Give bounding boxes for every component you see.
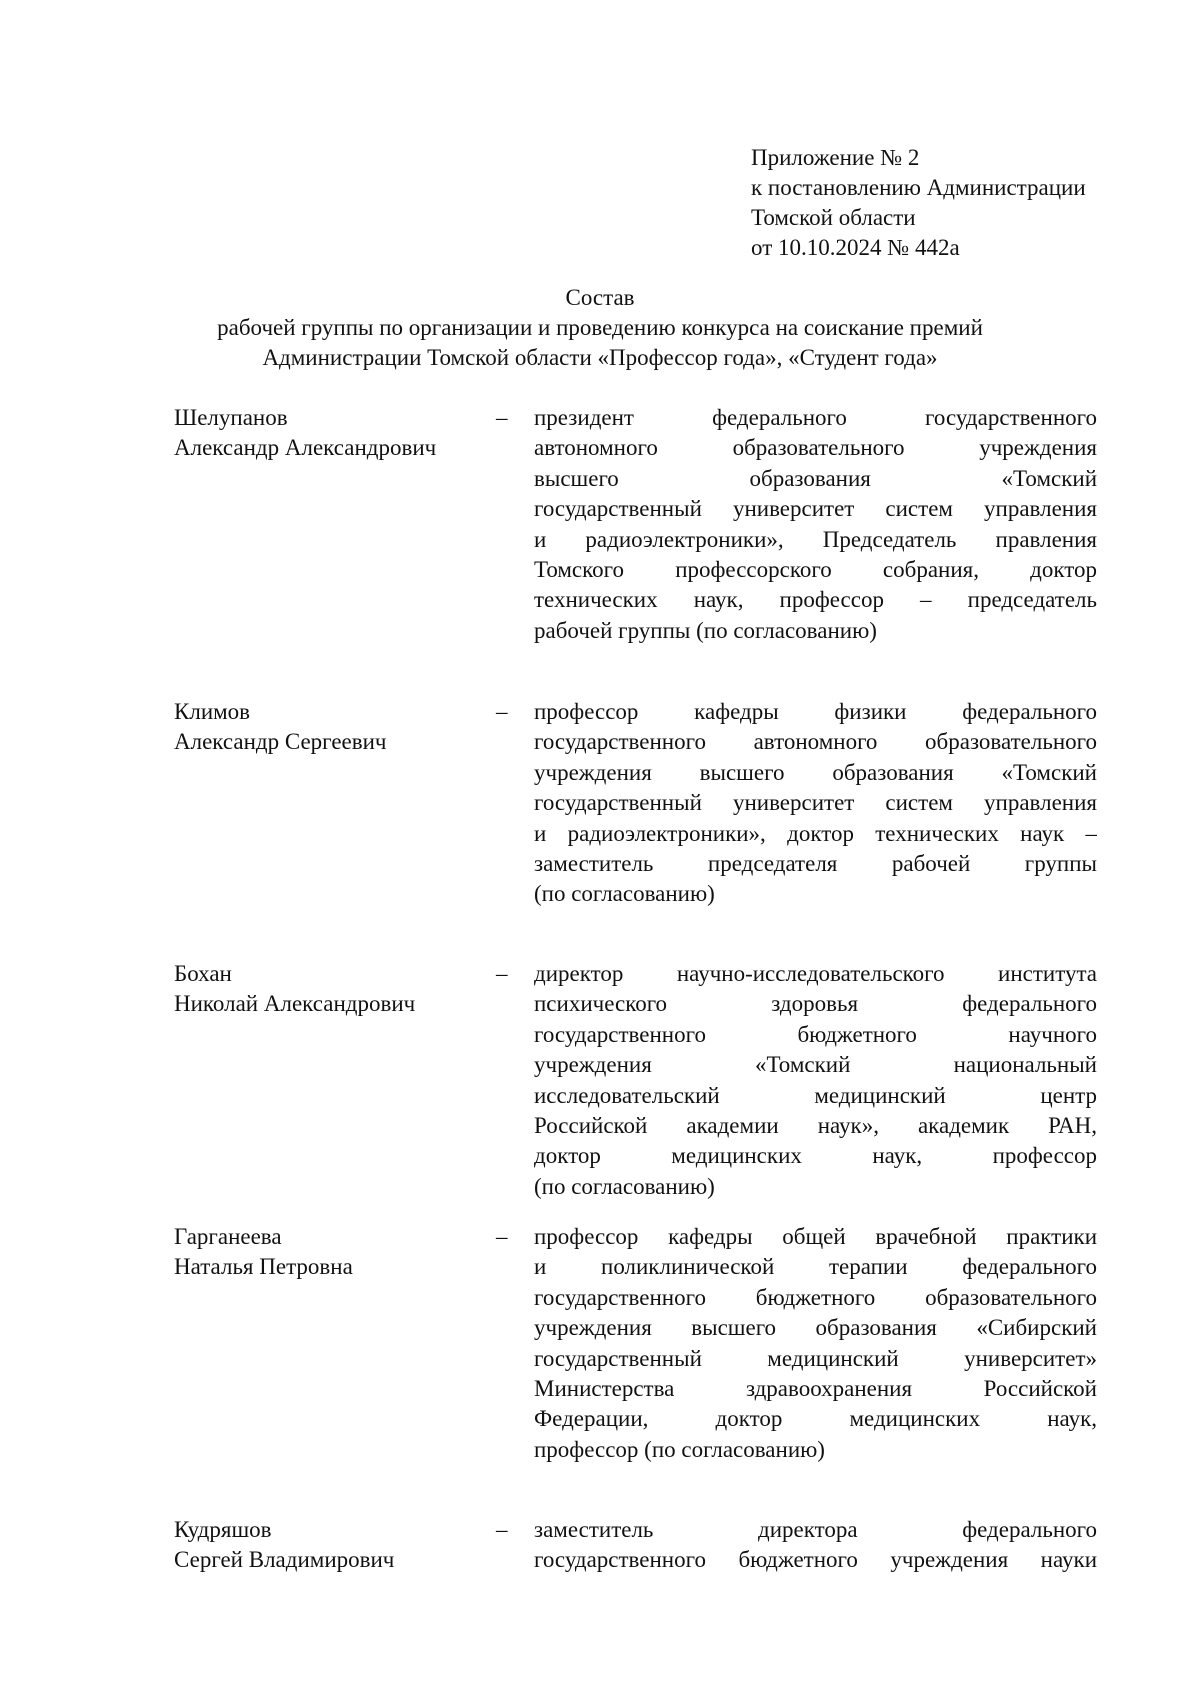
role-line: (по согласованию) bbox=[534, 881, 715, 907]
role-line: и радиоэлектроники», доктор технических наук – bbox=[534, 820, 1097, 846]
role-line: государственный медицинский университет» bbox=[534, 1345, 1097, 1371]
member-name bbox=[174, 1515, 394, 1576]
member-given-name: Александр Сергеевич bbox=[174, 729, 387, 755]
member-surname: Гарганеева bbox=[174, 1224, 282, 1249]
role-line: государственный университет систем управления bbox=[534, 790, 1097, 816]
member-given-name: Николай Александрович bbox=[174, 991, 416, 1017]
member-role bbox=[534, 403, 1097, 646]
member-name bbox=[174, 403, 436, 464]
role-line: государственного бюджетного научного bbox=[534, 1021, 1097, 1047]
dash-separator: – bbox=[496, 699, 508, 724]
role-line: заместитель председателя рабочей группы bbox=[534, 850, 1097, 876]
member-surname: Кудряшов bbox=[174, 1517, 272, 1542]
role-line: автономного образовательного учреждения bbox=[534, 435, 1097, 461]
title-line: Состав bbox=[565, 285, 635, 310]
appendix-line: к постановлению Администрации bbox=[751, 175, 1086, 200]
role-line: учреждения высшего образования «Томский bbox=[534, 759, 1097, 785]
role-line: психического здоровья федерального bbox=[534, 991, 1097, 1017]
dash-separator: – bbox=[496, 1517, 508, 1542]
role-line: учреждения «Томский национальный bbox=[534, 1052, 1097, 1078]
role-line: и радиоэлектроники», Председатель правления bbox=[534, 526, 1097, 552]
member-surname: Шелупанов bbox=[174, 405, 288, 430]
role-line: Томского профессорского собрания, доктор bbox=[534, 556, 1097, 582]
role-line: профессор кафедры общей врачебной практики bbox=[534, 1224, 1097, 1249]
title-line: Администрации Томской области «Профессор года», «Студент года» bbox=[262, 345, 938, 370]
member-name bbox=[174, 697, 386, 758]
role-line: президент федерального государственного bbox=[534, 405, 1097, 430]
member-role bbox=[534, 1515, 1097, 1576]
appendix-line: Томской области bbox=[751, 205, 916, 230]
role-line: государственного автономного образовательного bbox=[534, 729, 1097, 755]
role-line: директор научно-исследовательского института bbox=[534, 961, 1097, 986]
role-line: Министерства здравоохранения Российской bbox=[534, 1375, 1097, 1401]
role-line: высшего образования «Томский bbox=[534, 465, 1097, 491]
appendix-line: от 10.10.2024 № 442а bbox=[751, 235, 960, 260]
member-name bbox=[174, 959, 415, 1020]
role-line: исследовательский медицинский центр bbox=[534, 1082, 1097, 1108]
role-line: Российской академии наук», академик РАН, bbox=[534, 1112, 1097, 1138]
member-role bbox=[534, 697, 1097, 910]
appendix-header bbox=[751, 143, 1086, 263]
role-line: доктор медицинских наук, профессор bbox=[534, 1143, 1097, 1169]
member-surname: Климов bbox=[174, 699, 251, 724]
title-line: рабочей группы по организации и проведению конкурса на соискание премий bbox=[217, 315, 983, 340]
role-line: и поликлинической терапии федерального bbox=[534, 1254, 1097, 1280]
member-given-name: Александр Александрович bbox=[174, 435, 437, 461]
role-line: государственного бюджетного учреждения науки bbox=[534, 1547, 1097, 1573]
member-role bbox=[534, 959, 1097, 1202]
role-line: профессор кафедры физики федерального bbox=[534, 699, 1097, 724]
role-line: (по согласованию) bbox=[534, 1173, 715, 1199]
role-line: профессор (по согласованию) bbox=[534, 1436, 825, 1462]
role-line: Федерации, доктор медицинских наук, bbox=[534, 1406, 1097, 1432]
role-line: заместитель директора федерального bbox=[534, 1517, 1097, 1542]
role-line: технических наук, профессор – председатель bbox=[534, 587, 1097, 613]
role-line: рабочей группы (по согласованию) bbox=[534, 617, 877, 643]
role-line: государственный университет систем управления bbox=[534, 496, 1097, 522]
member-role bbox=[534, 1222, 1097, 1465]
appendix-line: Приложение № 2 bbox=[751, 145, 920, 170]
dash-separator: – bbox=[496, 1224, 508, 1249]
dash-separator: – bbox=[496, 405, 508, 430]
member-given-name: Наталья Петровна bbox=[174, 1254, 353, 1280]
role-line: учреждения высшего образования «Сибирский bbox=[534, 1315, 1097, 1341]
dash-separator: – bbox=[496, 961, 508, 986]
role-line: государственного бюджетного образовательного bbox=[534, 1284, 1097, 1310]
document-title bbox=[150, 283, 1050, 373]
member-surname: Бохан bbox=[174, 961, 232, 986]
member-given-name: Сергей Владимирович bbox=[174, 1547, 395, 1573]
member-name bbox=[174, 1222, 353, 1283]
